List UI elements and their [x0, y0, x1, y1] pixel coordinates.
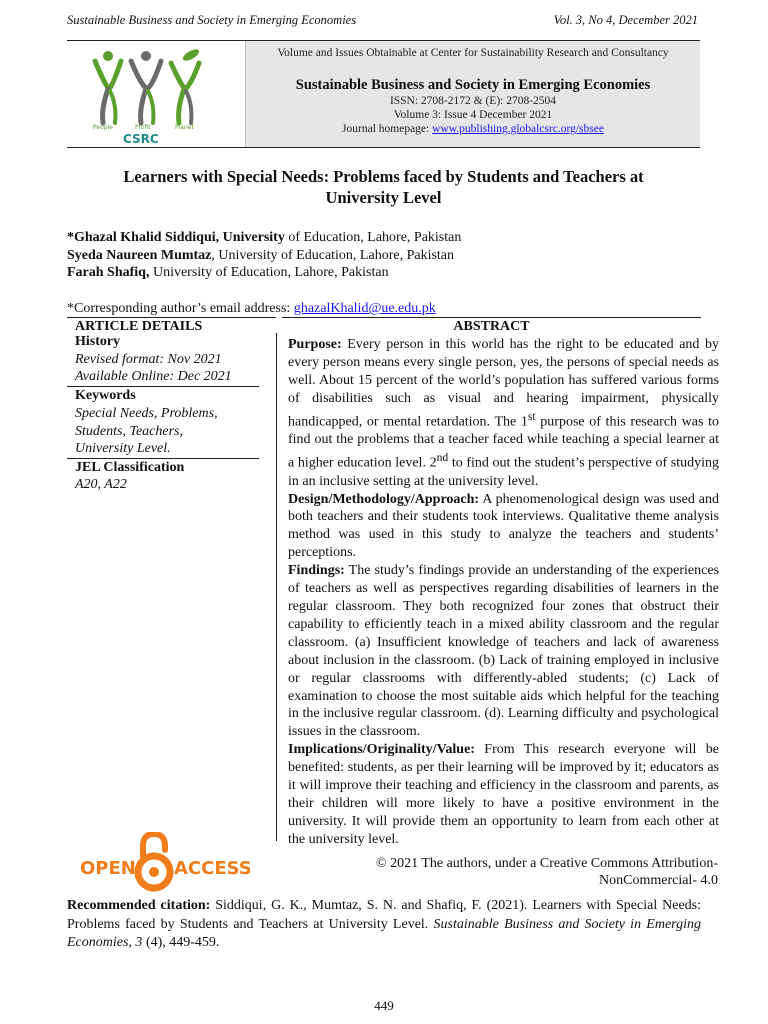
- article-details: [67, 333, 259, 494]
- author-name: *Ghazal Khalid Siddiqui, University: [67, 230, 285, 245]
- license-notice: [318, 855, 718, 889]
- citation-tail: (4), 449-459.: [142, 935, 220, 950]
- license-line: © 2021 The authors, under a Creative Commons Attribution-: [375, 856, 718, 871]
- license-line: NonCommercial- 4.0: [599, 873, 718, 888]
- masthead-homepage: [246, 122, 700, 136]
- open-access-logo: [80, 832, 250, 899]
- keyword-line: University Level.: [75, 441, 171, 456]
- open-access-icon: [80, 832, 250, 894]
- running-header-issue: Vol. 3, No 4, December 2021: [553, 13, 698, 27]
- purpose-text: Every person in this world has the right to be educated and by every person means every single person, yes, the persons of special needs as well. About 15 percent of the world’s population has suffered various forms of disabilities such as visual and hearing impairment, physically handicapped, or mental retardation. The 1: [288, 337, 719, 430]
- superscript: nd: [436, 451, 449, 465]
- design-label: Design/Methodology/Approach:: [288, 491, 480, 507]
- homepage-label: Journal homepage:: [342, 123, 433, 135]
- author-affiliation: University of Education, Lahore, Pakistan: [149, 265, 389, 280]
- author-affiliation: , University of Education, Lahore, Pakistan: [211, 247, 455, 263]
- findings-label: Findings:: [288, 563, 345, 579]
- masthead-journal-title: Sustainable Business and Society in Emerging Economies: [295, 77, 651, 93]
- author-name: Syeda Naureen Mumtaz: [67, 247, 212, 263]
- abstract-design: [288, 491, 719, 563]
- logo-org: CSRC: [123, 132, 159, 146]
- keywords-section: [67, 387, 259, 458]
- masthead: [67, 40, 700, 148]
- article-title-line1: Learners with Special Needs: Problems faced by Students and Teachers at: [123, 167, 644, 186]
- purpose-text: to find out the student’s perspective of studying in an inclusive setting at the university level.: [288, 455, 719, 489]
- online-date: Available Online: Dec 2021: [75, 369, 232, 384]
- author-name: Farah Shafiq,: [67, 265, 150, 280]
- abstract-heading: ABSTRACT: [282, 317, 701, 335]
- citation-journal: Sustainable Business and Society in Emerging Economies, 3: [67, 916, 701, 950]
- article-title: [67, 166, 700, 208]
- recommended-citation: [67, 897, 701, 953]
- author-row: [67, 247, 461, 265]
- implications-label: Implications/Originality/Value:: [288, 742, 475, 758]
- page-number: 449: [374, 998, 394, 1013]
- jel-heading: JEL Classification: [75, 459, 185, 475]
- masthead-issn: ISSN: 2708-2172 & (E): 2708-2504: [389, 95, 557, 107]
- implications-text: From This research everyone will be benefited: students, as per their learning will be improved by it; educators as it will improve their teaching and efficiency in the classroom and parents, as their children will more likely to have a positive environment in the university. It will provide them an opportunity to learn from each other at the university level.: [288, 742, 719, 847]
- citation-text: Siddiqui, G. K., Mumtaz, S. N. and Shafiq, F. (2021). Learners with Special Needs: Problems faced by Students and Teachers at University Level.: [67, 898, 701, 932]
- csrc-logo-graphic: [87, 49, 227, 147]
- purpose-label: Purpose:: [288, 337, 342, 352]
- author-affiliation: of Education, Lahore, Pakistan: [284, 230, 462, 245]
- abstract-implications: [288, 741, 719, 848]
- keywords-heading: Keywords: [75, 387, 136, 403]
- findings-text: The study’s findings provide an understanding of the experiences of teachers as well as perspectives regarding disabilities of learners in the regular classroom. They both recognized four zones that obstruct their capability to efficiently teach in a mixed ability classroom and the regular classroom. (a) Insufficient knowledge of teachers and lack of awareness about inclusion in the classroom. (b) Lack of training employed in inclusive or regular classrooms with differently-abled students; (c) Lack of examination to choose the most suitable aids which helpful for the teaching in the inclusive regular classroom. (d). Learning difficulty and psychological issues in the classroom.: [288, 563, 719, 740]
- abstract-body: [288, 336, 719, 849]
- homepage-link[interactable]: www.publishing.globalcsrc.org/sbsee: [432, 123, 604, 135]
- author-row: [67, 229, 461, 247]
- superscript: st: [527, 409, 536, 423]
- corresponding-email-link[interactable]: ghazalKhalid@ue.edu.pk: [293, 301, 436, 316]
- purpose-text: purpose of this research was to find out the problems that a teacher faced while teaching a special learner at a higher education level. 2: [288, 414, 719, 471]
- logo-label-profit: Profit: [135, 124, 151, 131]
- corresponding-author: [67, 301, 436, 317]
- keyword-line: Students, Teachers,: [75, 423, 183, 439]
- keyword-line: Special Needs, Problems,: [75, 406, 218, 421]
- abstract-findings: [288, 562, 719, 741]
- history-heading: History: [75, 334, 121, 349]
- running-header-journal: Sustainable Business and Society in Emerging Economies: [67, 13, 357, 27]
- author-list: [67, 229, 461, 282]
- logo-label-planet: Planet: [175, 124, 194, 131]
- jel-section: [67, 459, 259, 494]
- column-divider: [276, 333, 277, 841]
- article-details-heading: ARTICLE DETAILS: [67, 317, 276, 334]
- abstract-purpose: [288, 336, 719, 491]
- corresponding-label: *Corresponding author’s email address:: [67, 301, 294, 316]
- logo-label-people: People: [93, 124, 113, 131]
- jel-codes: A20, A22: [75, 477, 127, 492]
- open-access-left: OPEN: [80, 858, 136, 879]
- author-row: [67, 264, 461, 282]
- csrc-logo: [67, 41, 246, 147]
- history-section: [67, 333, 259, 386]
- running-header: [67, 13, 698, 28]
- open-access-right: ACCESS: [174, 858, 250, 879]
- masthead-volume: Volume 3: Issue 4 December 2021: [393, 109, 553, 121]
- article-title-line2: University Level: [325, 188, 442, 207]
- masthead-availability: Volume and Issues Obtainable at Center for Sustainability Research and Consultancy: [277, 47, 669, 59]
- design-text: A phenomenological design was used and both teachers and their students took interviews. Qualitative theme analysis method was used in this study to analyze the teachers and students’ perceptions.: [288, 491, 719, 561]
- revised-date: Revised format: Nov 2021: [75, 351, 222, 367]
- masthead-info: [246, 41, 700, 147]
- citation-label: Recommended citation:: [67, 898, 211, 913]
